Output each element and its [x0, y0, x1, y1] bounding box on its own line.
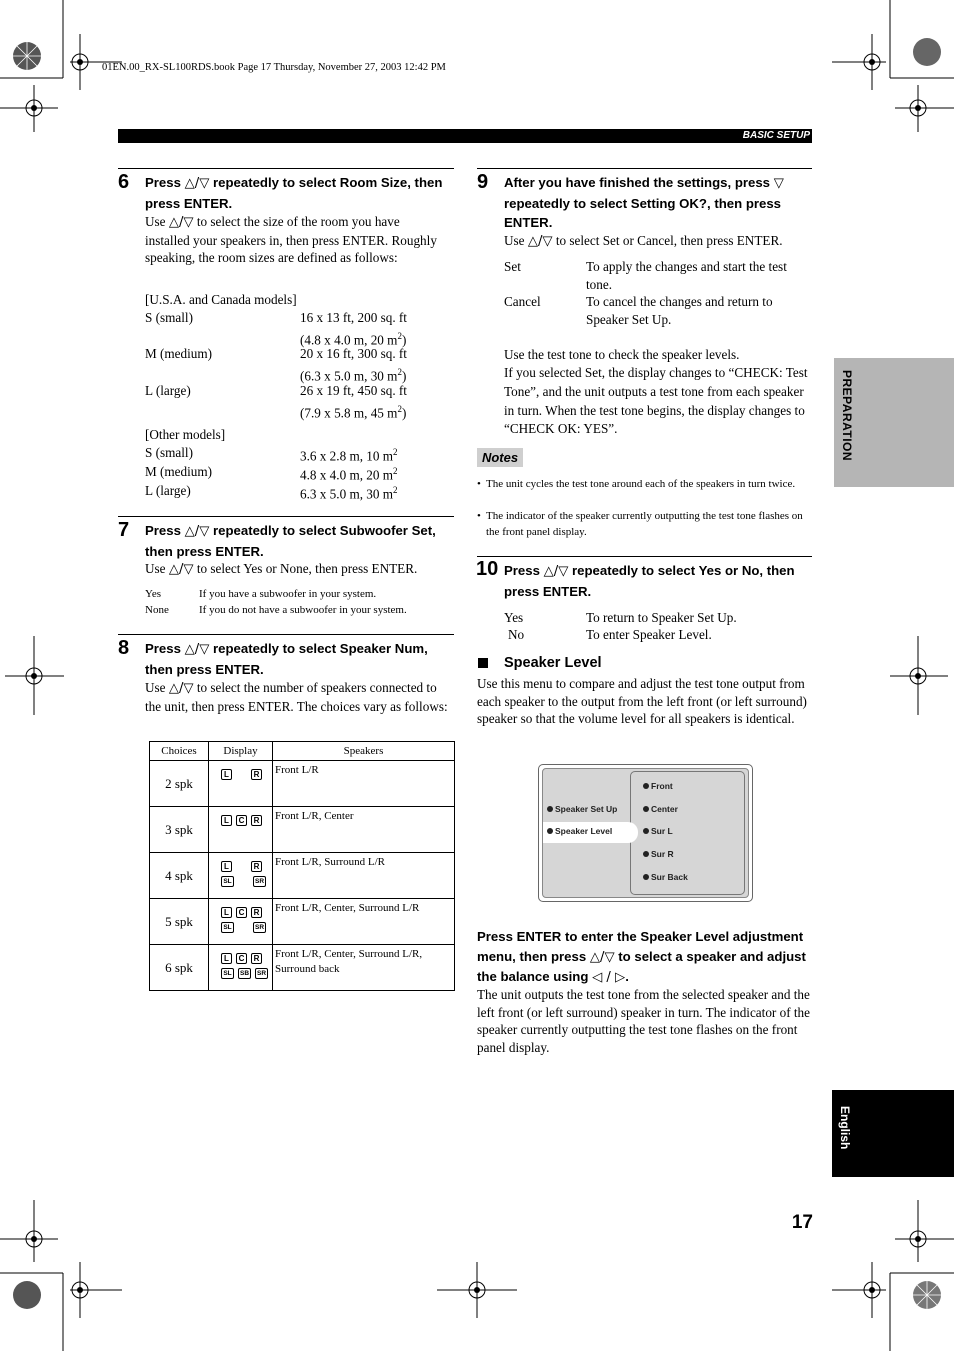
step9-para: Use the test tone to check the speaker levels. — [504, 347, 740, 362]
up-down-arrows-icon: △/▽ — [184, 642, 210, 657]
note-text: The unit cycles the test tone around each of the speakers in turn twice. — [486, 478, 796, 490]
menu-item-sur-back: Sur Back — [643, 871, 688, 883]
room-size-value: 3.6 x 2.8 m, 10 $m^2$ — [300, 447, 398, 464]
step7-body — [145, 560, 450, 579]
step9-body-pre: Use — [504, 233, 528, 248]
subwoofer-option — [145, 586, 450, 602]
bullet-icon — [643, 874, 649, 880]
display-cell — [209, 899, 273, 945]
speaker-indicator-icon: L — [221, 861, 232, 872]
speaker-level-instruction — [477, 927, 812, 988]
speaker-level-instruction-body: The unit outputs the test tone from the selected speaker and the left front (or left surround) speaker in turn. The indicator of the speaker currently outputting the test tone flashes on the front panel display. — [477, 987, 810, 1055]
step9-number: 9 — [477, 171, 489, 193]
column-header: Speakers — [273, 742, 455, 761]
room-size-row — [145, 382, 445, 421]
step6-body-post: to select the size of the room you have installed your speakers in, then press ENTER. Roughly speaking, the room sizes are defined as follows: — [145, 214, 437, 266]
choice-cell: 5 spk — [150, 899, 209, 945]
bullet-icon — [547, 806, 553, 812]
room-size-row — [145, 463, 445, 481]
speaker-level-title: Speaker Level — [504, 655, 602, 671]
file-info: 01EN.00_RX-SL100RDS.book Page 17 Thursday, November 27, 2003 12:42 PM — [102, 62, 446, 73]
option-label: Yes — [504, 610, 524, 625]
setting-option — [504, 293, 812, 327]
room-size-row — [145, 309, 445, 348]
speaker-indicator-icon: SR — [254, 878, 265, 885]
table-row — [150, 853, 455, 899]
speaker-indicator-icon: SL — [221, 968, 234, 979]
table-row — [150, 899, 455, 945]
option-label: Cancel — [504, 294, 541, 309]
instruction-pre: Press ENTER to enter the Speaker Level adjustment menu, then press — [477, 929, 804, 964]
option-label: Yes — [145, 588, 162, 600]
page-number: 17 — [791, 1212, 813, 1233]
up-down-arrows-icon: △/▽ — [168, 681, 194, 696]
speaker-indicator-icon: L — [221, 815, 232, 826]
step10-heading-pre: Press — [504, 563, 544, 578]
menu-item-sur-l: Sur L — [643, 825, 673, 837]
step9-body-post: to select Set or Cancel, then press ENTER. — [552, 233, 783, 248]
speakers-cell: Front L/R, Center, Surround L/R, Surround back — [273, 945, 455, 991]
subwoofer-option — [145, 602, 450, 618]
speaker-indicator-icon: R — [251, 953, 262, 964]
bullet-icon — [643, 828, 649, 834]
option-desc: To enter Speaker Level. — [586, 627, 712, 642]
left-right-arrows-icon: ◁ / ▷ — [592, 970, 626, 985]
instruction-end: . — [625, 969, 629, 984]
option-desc: If you do not have a subwoofer in your system. — [199, 604, 407, 616]
table-header-row — [150, 742, 455, 761]
speakers-cell: Front L/R — [273, 761, 455, 807]
speakers-cell: Front L/R, Center — [273, 807, 455, 853]
note-item: • The indicator of the speaker currently outputting the test tone flashes on the front panel display. — [477, 508, 813, 540]
choice-cell: 4 spk — [150, 853, 209, 899]
speaker-indicator-icon: SL — [221, 922, 234, 933]
room-size-label: L (large) — [145, 483, 191, 498]
step7-heading-pre: Press — [145, 523, 185, 538]
speaker-indicator-icon: C — [236, 815, 247, 826]
step9-heading — [504, 173, 812, 233]
room-size-row — [145, 482, 445, 500]
menu-item-speaker-level: Speaker Level — [547, 825, 612, 837]
bullet-icon — [643, 851, 649, 857]
step10-heading — [504, 561, 804, 601]
step8-heading-post: repeatedly to select Speaker Num, then press ENTER. — [145, 641, 428, 677]
step8-body-pre: Use — [145, 680, 169, 695]
speaker-indicator-icon: R — [251, 907, 262, 918]
room-size-value: 4.8 x 4.0 m, 20 $m^2$ — [300, 466, 398, 483]
step8-heading-pre: Press — [145, 641, 185, 656]
step8-rule — [118, 634, 454, 635]
room-size-value: 26 x 19 ft, 450 sq. ft — [300, 383, 407, 398]
step7-body-post: to select Yes or None, then press ENTER. — [193, 561, 418, 576]
note-text: The indicator of the speaker currently outputting the test tone flashes on the front panel display. — [486, 510, 803, 538]
step6-heading — [145, 173, 450, 213]
step6-heading-pre: Press — [145, 175, 185, 190]
bullet-icon — [643, 806, 649, 812]
step6-rule — [118, 168, 454, 169]
table-row — [150, 807, 455, 853]
speaker-num-table — [149, 741, 455, 991]
speakers-cell: Front L/R, Surround L/R — [273, 853, 455, 899]
menu-item-speaker-set-up: Speaker Set Up — [547, 803, 617, 815]
table-row — [150, 761, 455, 807]
step8-body-post: to select the number of speakers connected to the unit, then press ENTER. The choices vary as follows: — [145, 680, 448, 714]
note-item: • The unit cycles the test tone around each of the speakers in turn twice. — [477, 476, 813, 492]
step7-heading — [145, 521, 445, 561]
option-label: None — [145, 604, 169, 616]
preparation-tab-label: PREPARATION — [840, 370, 854, 462]
step9-body — [504, 232, 814, 251]
room-size-row — [145, 444, 445, 462]
room-size-metric: (7.9 x 5.8 m, 45 $m^2$) — [300, 404, 407, 421]
room-size-value: 20 x 16 ft, 300 sq. ft — [300, 346, 407, 361]
step9-rule — [477, 168, 812, 169]
us-models-title: [U.S.A. and Canada models] — [145, 292, 297, 307]
up-down-arrows-icon: △/▽ — [543, 564, 569, 579]
speaker-indicator-icon: R — [251, 815, 262, 826]
step8-heading — [145, 639, 455, 679]
step9-para2: If you selected Set, the display changes to “CHECK: Test Tone”, and the unit outputs a test tone from each speaker in turn. When the test tone begins, the display changes to “CHECK OK: YES”. — [504, 365, 808, 437]
display-cell — [209, 945, 273, 991]
display-cell — [209, 761, 273, 807]
menu-item-front: Front — [643, 780, 673, 792]
step10-option — [504, 626, 812, 644]
speaker-indicator-icon: R — [251, 861, 262, 872]
speaker-indicator-icon: C — [236, 907, 247, 918]
option-label: Set — [504, 259, 521, 274]
speaker-indicator-icon: C — [236, 953, 247, 964]
step10-option — [504, 609, 812, 627]
step7-number: 7 — [118, 519, 130, 541]
step9-heading-pre: After you have finished the settings, press — [504, 175, 774, 190]
option-desc: To cancel the changes and return to Speaker Set Up. — [586, 294, 773, 327]
room-size-value: 6.3 x 5.0 m, 30 $m^2$ — [300, 485, 398, 502]
display-cell — [209, 853, 273, 899]
choice-cell: 3 spk — [150, 807, 209, 853]
step8-body — [145, 679, 450, 715]
up-down-arrows-icon: △/▽ — [184, 524, 210, 539]
speaker-indicator-icon: SL — [221, 876, 234, 887]
menu-item-sur-r: Sur R — [643, 848, 674, 860]
speaker-indicator-icon: SB — [239, 970, 250, 977]
step7-rule — [118, 516, 454, 517]
step7-body-pre: Use — [145, 561, 169, 576]
step6-body-pre: Use — [145, 214, 169, 229]
option-desc: To apply the changes and start the test tone. — [586, 259, 787, 292]
setting-option — [504, 258, 812, 292]
speaker-indicator-icon: L — [221, 907, 232, 918]
step10-rule — [477, 556, 812, 557]
table-row — [150, 945, 455, 991]
up-down-arrows-icon: △/▽ — [527, 234, 553, 249]
room-size-label: S (small) — [145, 310, 193, 325]
menu-item-center: Center — [643, 803, 678, 815]
room-size-label: M (medium) — [145, 464, 213, 479]
room-size-metric: (4.8 x 4.0 m, 20 $m^2$) — [300, 331, 407, 348]
bullet-icon — [547, 828, 553, 834]
section-title: BASIC SETUP — [742, 130, 810, 141]
notes-title: Notes — [477, 448, 523, 467]
step6-body — [145, 213, 445, 267]
column-header: Display — [209, 742, 273, 761]
speaker-indicator-icon: SR — [254, 924, 265, 931]
room-size-metric: (6.3 x 5.0 m, 30 $m^2$) — [300, 367, 407, 384]
step8-number: 8 — [118, 637, 130, 659]
up-down-arrows-icon: △/▽ — [589, 949, 615, 965]
speaker-indicator-icon: R — [251, 769, 262, 780]
room-size-value: 16 x 13 ft, 200 sq. ft — [300, 310, 407, 325]
step10-heading-post: repeatedly to select Yes or No, then press ENTER. — [504, 563, 795, 599]
english-tab-label: English — [838, 1106, 852, 1150]
option-desc: To return to Speaker Set Up. — [586, 610, 737, 625]
up-down-arrows-icon: △/▽ — [168, 562, 194, 577]
speaker-indicator-icon: L — [221, 953, 232, 964]
down-arrow-icon: ▽ — [773, 176, 784, 191]
instruction-mid: to select a speaker and adjust the balance using — [477, 948, 806, 984]
step9-heading-post: repeatedly to select Setting OK?, then press ENTER. — [504, 195, 782, 230]
speaker-indicator-icon: SR — [256, 970, 267, 977]
room-size-label: S (small) — [145, 445, 193, 460]
speakers-cell: Front L/R, Center, Surround L/R — [273, 899, 455, 945]
bullet-icon — [643, 783, 649, 789]
option-desc: If you have a subwoofer in your system. — [199, 588, 377, 600]
up-down-arrows-icon: △/▽ — [184, 176, 210, 191]
step6-number: 6 — [118, 171, 130, 193]
room-size-label: M (medium) — [145, 346, 213, 361]
step10-number: 10 — [476, 558, 499, 580]
step7-heading-post: repeatedly to select Subwoofer Set, then press ENTER. — [145, 523, 436, 559]
choice-cell: 6 spk — [150, 945, 209, 991]
room-size-row — [145, 345, 445, 384]
speaker-level-para: Use this menu to compare and adjust the test tone output from each speaker to the output from the left front (or left surround) speaker so that the volume level for all speakers is identical. — [477, 676, 807, 727]
speaker-indicator-icon: L — [221, 769, 232, 780]
option-label: No — [508, 627, 525, 642]
display-cell — [209, 807, 273, 853]
up-down-arrows-icon: △/▽ — [168, 215, 194, 230]
room-size-label: L (large) — [145, 383, 191, 398]
step6-heading-post: repeatedly to select Room Size, then press ENTER. — [145, 175, 443, 211]
column-header: Choices — [150, 742, 209, 761]
other-models-title: [Other models] — [145, 427, 226, 442]
choice-cell: 2 spk — [150, 761, 209, 807]
square-bullet-icon — [478, 658, 488, 668]
